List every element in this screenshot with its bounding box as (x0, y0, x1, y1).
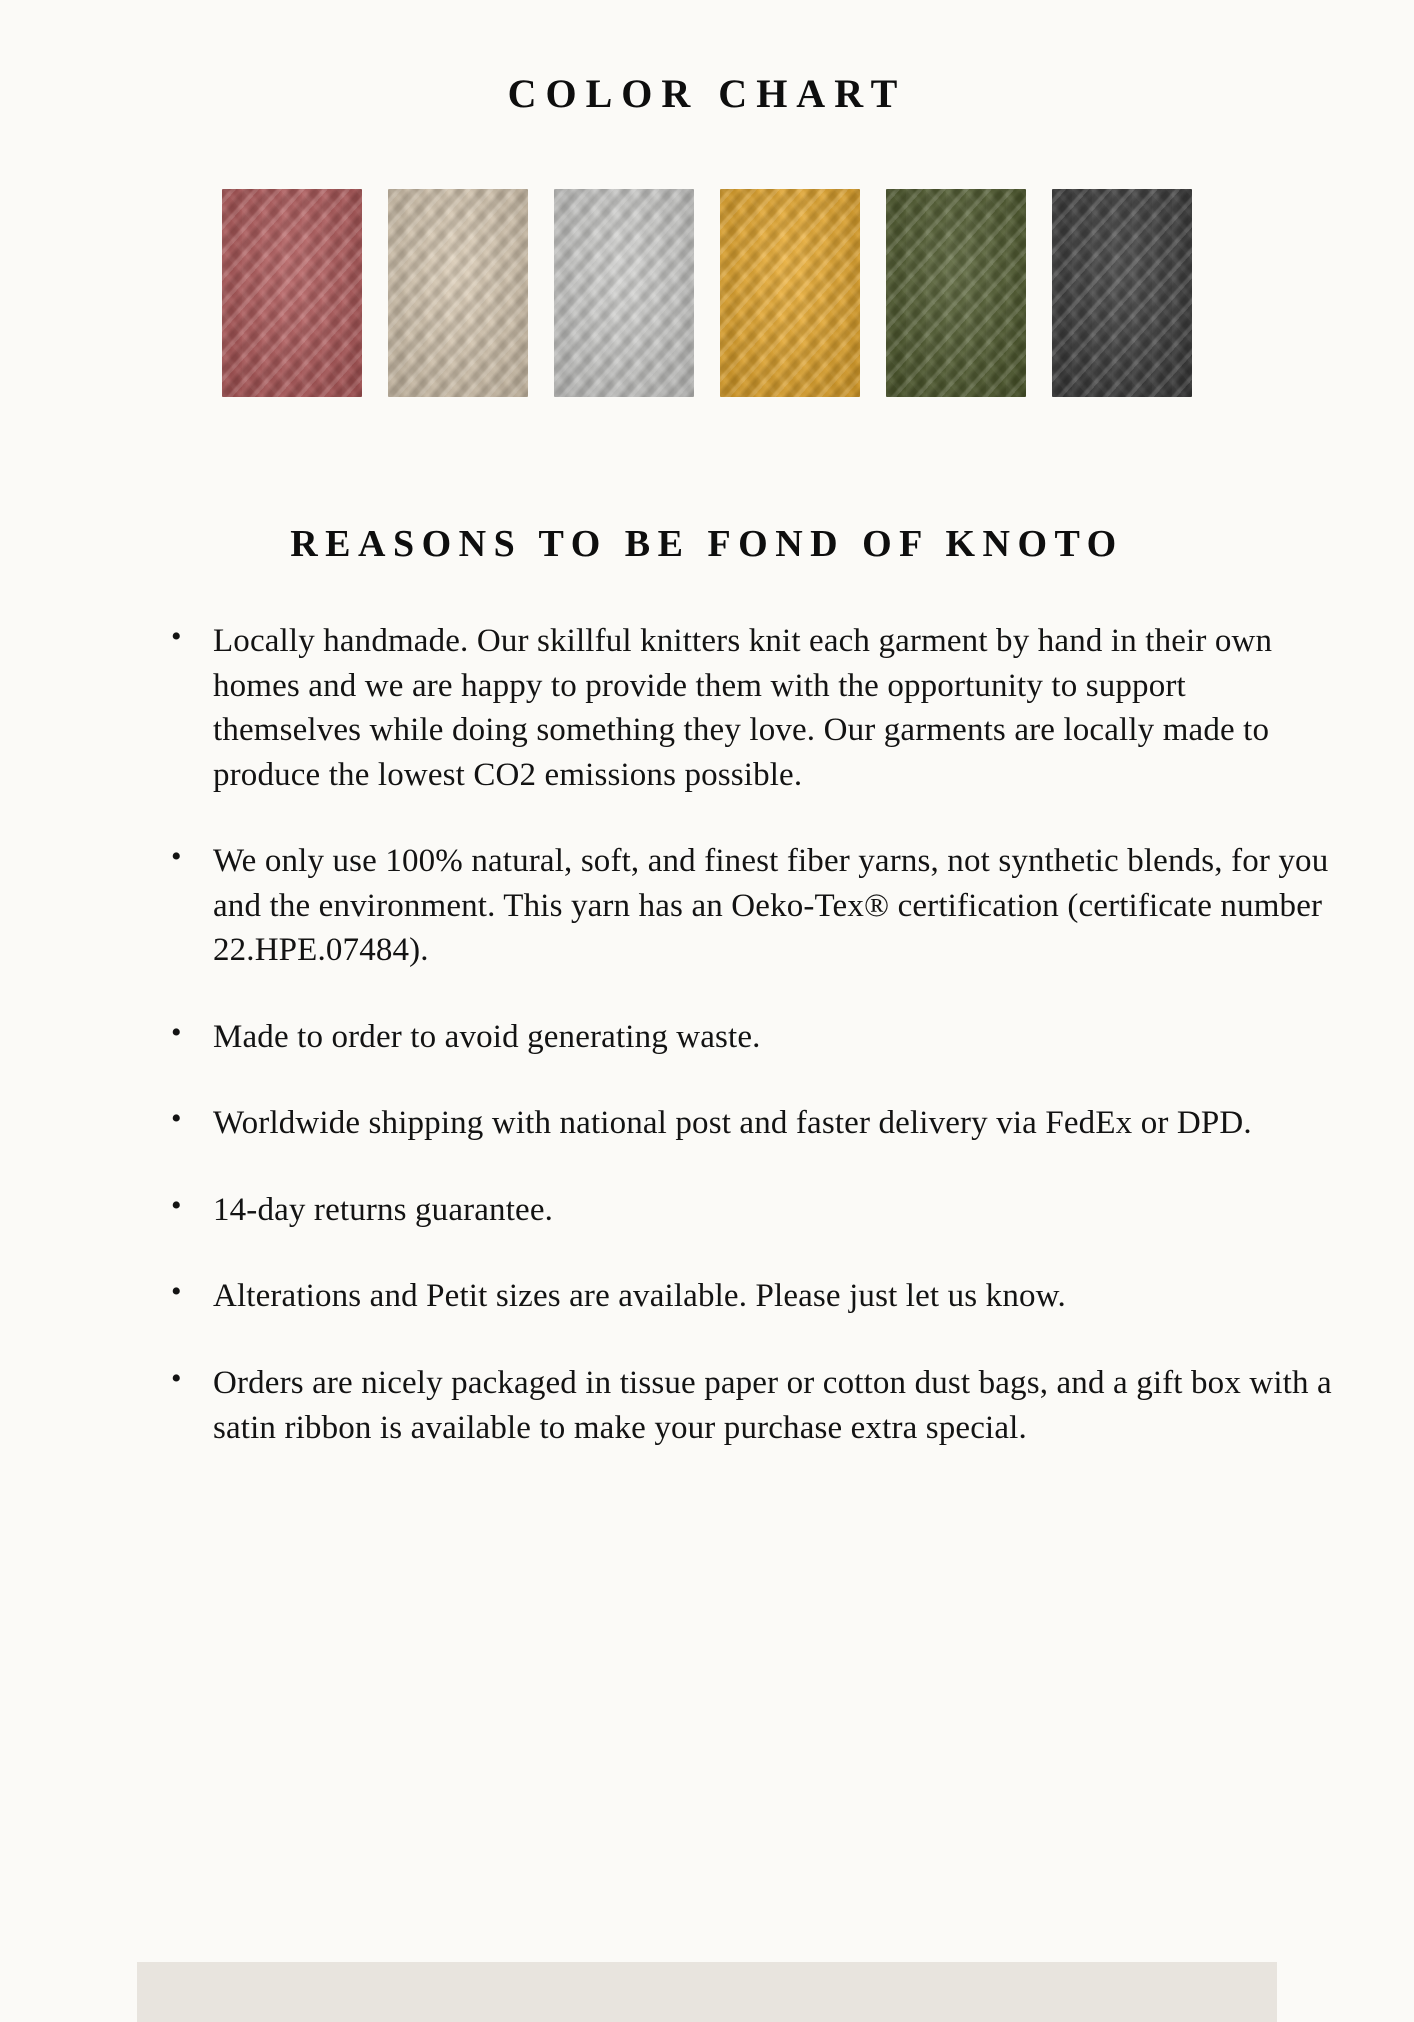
section-title: REASONS TO BE FOND OF KNOTO (290, 523, 1124, 565)
yarn-shading (1052, 189, 1192, 397)
list-item: • Made to order to avoid generating waste. (155, 1015, 1335, 1060)
page-title: COLOR CHART (507, 71, 907, 116)
mustard-yellow-yarn-swatch (720, 189, 860, 397)
list-item: • 14-day returns guarantee. (155, 1188, 1335, 1233)
list-item: • We only use 100% natural, soft, and finest fiber yarns, not synthetic blends, for you and the environment. This yarn has an Oeko-Tex® certification (certificate number 22.HPE.07484). (155, 839, 1335, 973)
charcoal-grey-yarn-swatch (1052, 189, 1192, 397)
beige-yarn-swatch (388, 189, 528, 397)
light-grey-yarn-swatch (554, 189, 694, 397)
olive-green-yarn-swatch (886, 189, 1026, 397)
yarn-shading (222, 189, 362, 397)
yarn-shading (554, 189, 694, 397)
color-swatch-row (0, 189, 1414, 397)
yarn-shading (886, 189, 1026, 397)
yarn-shading (388, 189, 528, 397)
rust-red-yarn-swatch (222, 189, 362, 397)
list-item: • Locally handmade. Our skillful knitters knit each garment by hand in their own homes and we are happy to provide them with the opportunity to support themselves while doing something they love. Our garments are locally made to produce the lowest CO2 emissions possible. (155, 619, 1335, 797)
list-item: • Orders are nicely packaged in tissue paper or cotton dust bags, and a gift box with a satin ribbon is available to make your purchase extra special. (155, 1361, 1335, 1450)
bottom-panel (137, 1962, 1277, 2022)
yarn-shading (720, 189, 860, 397)
reasons-list (155, 619, 1335, 1450)
list-item: • Worldwide shipping with national post and faster delivery via FedEx or DPD. (155, 1101, 1335, 1146)
list-item: • Alterations and Petit sizes are available. Please just let us know. (155, 1274, 1335, 1319)
